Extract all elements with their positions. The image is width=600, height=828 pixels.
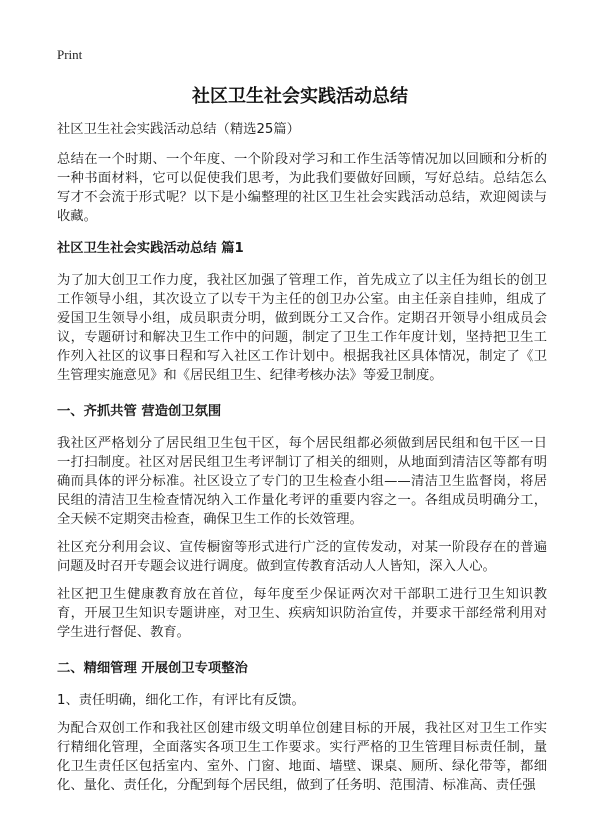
print-link[interactable]: Print xyxy=(57,47,83,62)
paragraph: 为配合双创工作和我社区创建市级文明单位创建目标的开展，我社区对卫生工作实行精细化管理，全面落实各项卫生工作要求。实行严格的卫生管理目标责任制，量化卫生责任区包括室内、室外、门窗、地面、墙壁、课桌、厕所、绿化带等，都细化、量化、责任化，分配到每个居民组，做到了任务明、范围清、标准高、责任强 xyxy=(57,721,547,793)
article-body xyxy=(57,120,547,804)
section-heading: 一、齐抓共管 营造创卫氛围 xyxy=(57,404,222,419)
article-heading: 社区卫生社会实践活动总结 篇1 xyxy=(57,241,244,256)
paragraph: 1、责任明确，细化工作，有评比有反馈。 xyxy=(57,693,305,708)
paragraph: 我社区严格划分了居民组卫生包干区，每个居民组都必须做到居民组和包干区一日一打扫制度。社区对居民组卫生考评制订了相关的细则，从地面到清洁区等都有明确而具体的评分标准。社区设立了专门的卫生检查小组——清洁卫生监督岗，将居民组的清洁卫生检查情况纳入工作量化考评的重要内容之一。各组成员明确分工，全天候不定期突击检查，确保卫生工作的长效管理。 xyxy=(57,436,547,527)
intro-paragraph: 总结在一个时期、一个年度、一个阶段对学习和工作生活等情况加以回顾和分析的一种书面材料，它可以促使我们思考，为此我们要做好回顾，写好总结。总结怎么写才不会流于形式呢？以下是小编整理的社区卫生社会实践活动总结，欢迎阅读与收藏。 xyxy=(57,152,547,224)
section-heading: 二、精细管理 开展创卫专项整治 xyxy=(57,661,248,676)
article-subtitle: 社区卫生社会实践活动总结（精选25篇） xyxy=(57,122,300,137)
page-title: 社区卫生社会实践活动总结 xyxy=(192,86,408,107)
paragraph: 为了加大创卫工作力度，我社区加强了管理工作，首先成立了以主任为组长的创卫工作领导小组，其次设立了以专干为主任的创卫办公室。由主任亲自挂帅，组成了爱国卫生领导小组，成员职责分明，做到既分工又合作。定期召开领导小组成员会议，专题研讨和解决卫生工作中的问题，制定了卫生工作年度计划，坚持把卫生工作列入社区的议事日程和写入社区工作计划中。根据我社区具体情况，制定了《卫生管理实施意见》和《居民组卫生、纪律考核办法》等爱卫制度。 xyxy=(57,273,547,383)
paragraph: 社区充分利用会议、宣传橱窗等形式进行广泛的宣传发动，对某一阶段存在的普遍问题及时召开专题会议进行调度。做到宣传教育活动人人皆知，深入人心。 xyxy=(57,540,547,574)
paragraph: 社区把卫生健康教育放在首位，每年度至少保证两次对干部职工进行卫生知识教育，开展卫生知识专题讲座，对卫生、疾病知识防治宣传，并要求干部经常利用对学生进行督促、教育。 xyxy=(57,587,547,640)
